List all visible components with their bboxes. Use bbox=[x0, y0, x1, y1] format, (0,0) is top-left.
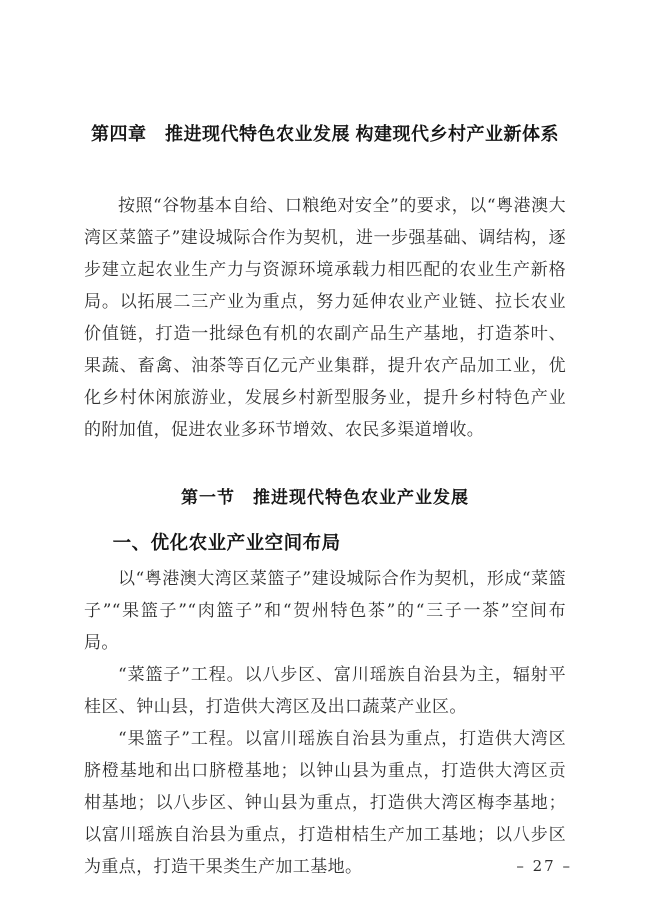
paragraph-vegetable-basket: “菜篮子”工程。以八步区、富川瑶族自治县为主，辐射平桂区、钟山县，打造供大湾区及出口蔬菜产业区。 bbox=[84, 665, 566, 717]
paragraph-fruit-basket: “果篮子”工程。以富川瑶族自治县为重点，打造供大湾区脐橙基地和出口脐橙基地；以钟山县为重点，打造供大湾区贡柑基地；以八步区、钟山县为重点，打造供大湾区梅李基地；以富川瑶族自治县为重点，打造柑桔生产加工基地；以八步区为重点，打造干果类生产加工基地。 bbox=[84, 729, 566, 877]
intro-paragraph: 按照“谷物基本自给、口粮绝对安全”的要求，以“粤港澳大湾区菜篮子”建设城际合作为契机，进一步强基础、调结构，逐步建立起农业生产力与资源环境承载力相匹配的农业生产新格局。以拓展二三产业为重点，努力延伸农业产业链、拉长农业价值链，打造一批绿色有机的农副产品生产基地，打造茶叶、果蔬、畜禽、油茶等百亿元产业集群，提升农产品加工业，优化乡村休闲旅游业，发展乡村新型服务业，提升乡村特色产业的附加值，促进农业多环节增效、农民多渠道增收。 bbox=[84, 196, 566, 440]
section-title: 第一节 推进现代特色农业产业发展 bbox=[181, 488, 469, 508]
paragraph-spatial-layout: 以“粤港澳大湾区菜篮子”建设城际合作为契机，形成“菜篮子”“果篮子”“肉篮子”和“贺州特色茶”的“三子一茶”空间布局。 bbox=[84, 569, 566, 653]
chapter-title: 第四章 推进现代特色农业发展 构建现代乡村产业新体系 bbox=[91, 124, 559, 144]
section-paragraphs bbox=[84, 563, 566, 883]
page-number: – 27 – bbox=[516, 857, 572, 875]
subsection-heading: 一、优化农业产业空间布局 bbox=[112, 532, 341, 553]
